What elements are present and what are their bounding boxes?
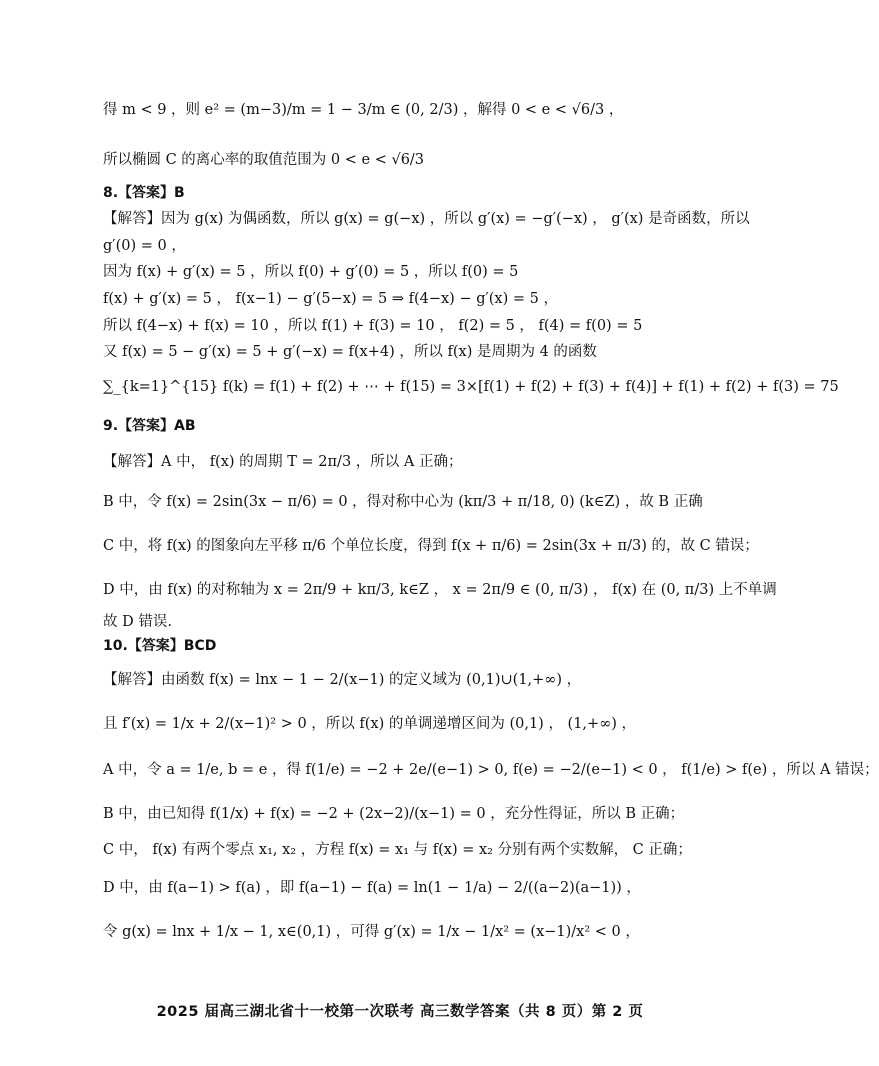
text-line: C 中，将 f(x) 的图象向左平移 π/6 个单位长度，得到 f(x + π/6) = 2sin(3x + π/3) 的，故 C 错误； [103,538,759,554]
text-line: 得 m < 9 ，则 e² = (m−3)/m = 1 − 3/m ∈ (0, 2/3) ，解得 0 < e < √6/3 ， [103,102,624,118]
text-line: g′(0) = 0 ， [103,238,186,254]
text-line: 【解答】由函数 f(x) = lnx − 1 − 2/(x−1) 的定义域为 (0,1)∪(1,+∞) ， [103,672,582,688]
text-line: D 中，由 f(a−1) > f(a) ，即 f(a−1) − f(a) = ln(1 − 1/a) − 2/((a−2)(a−1)) ， [103,880,641,896]
text-line: f(x) + g′(x) = 5 ， f(x−1) − g′(5−x) = 5 ⇒ f(4−x) − g′(x) = 5 ， [103,291,558,307]
answer-heading: 9.【答案】AB [103,418,196,434]
text-line: ∑_{k=1}^{15} f(k) = f(1) + f(2) + ⋯ + f(15) = 3×[f(1) + f(2) + f(3) + f(4)] + f(1) + f(2) + f(3) = 75 [103,379,839,395]
text-line: A 中，令 a = 1/e, b = e ，得 f(1/e) = −2 + 2e/(e−1) > 0, f(e) = −2/(e−1) < 0 ， f(1/e) > f(e) ，所以 A 错误； [103,762,879,778]
text-line: 因为 f(x) + g′(x) = 5 ，所以 f(0) + g′(0) = 5 ，所以 f(0) = 5 [103,264,519,280]
text-line: 所以椭圆 C 的离心率的取值范围为 0 < e < √6/3 [103,152,425,168]
text-line: 故 D 错误. [103,614,172,630]
text-line: B 中，由已知得 f(1/x) + f(x) = −2 + (2x−2)/(x−1) = 0 ，充分性得证，所以 B 正确； [103,806,685,822]
text-line: 且 f′(x) = 1/x + 2/(x−1)² > 0 ，所以 f(x) 的单调递增区间为 (0,1) ， (1,+∞) ， [103,716,637,732]
text-line: B 中，令 f(x) = 2sin(3x − π/6) = 0 ，得对称中心为 (kπ/3 + π/18, 0) (k∈Z) ，故 B 正确 [103,494,703,510]
text-line: 又 f(x) = 5 − g′(x) = 5 + g′(−x) = f(x+4) ，所以 f(x) 是周期为 4 的函数 [103,344,597,360]
text-line: D 中，由 f(x) 的对称轴为 x = 2π/9 + kπ/3, k∈Z ， x = 2π/9 ∈ (0, π/3) ， f(x) 在 (0, π/3) 上不单调 [103,582,777,598]
text-line: C 中， f(x) 有两个零点 x₁, x₂ ，方程 f(x) = x₁ 与 f(x) = x₂ 分别有两个实数解， C 正确； [103,842,692,858]
answer-heading: 10.【答案】BCD [103,638,217,654]
text-line: 令 g(x) = lnx + 1/x − 1, x∈(0,1) ，可得 g′(x) = 1/x − 1/x² = (x−1)/x² < 0 ， [103,924,640,940]
answer-heading: 8.【答案】B [103,185,185,201]
text-line: 所以 f(4−x) + f(x) = 10 ，所以 f(1) + f(3) = 10 ， f(2) = 5 ， f(4) = f(0) = 5 [103,318,643,334]
text-line: 【解答】A 中， f(x) 的周期 T = 2π/3 ，所以 A 正确； [103,454,463,470]
page-footer: 2025 届高三湖北省十一校第一次联考 高三数学答案（共 8 页）第 2 页 [156,1004,644,1020]
text-line: 【解答】因为 g(x) 为偶函数，所以 g(x) = g(−x) ，所以 g′(x) = −g′(−x) ， g′(x) 是奇函数，所以 [103,211,750,227]
